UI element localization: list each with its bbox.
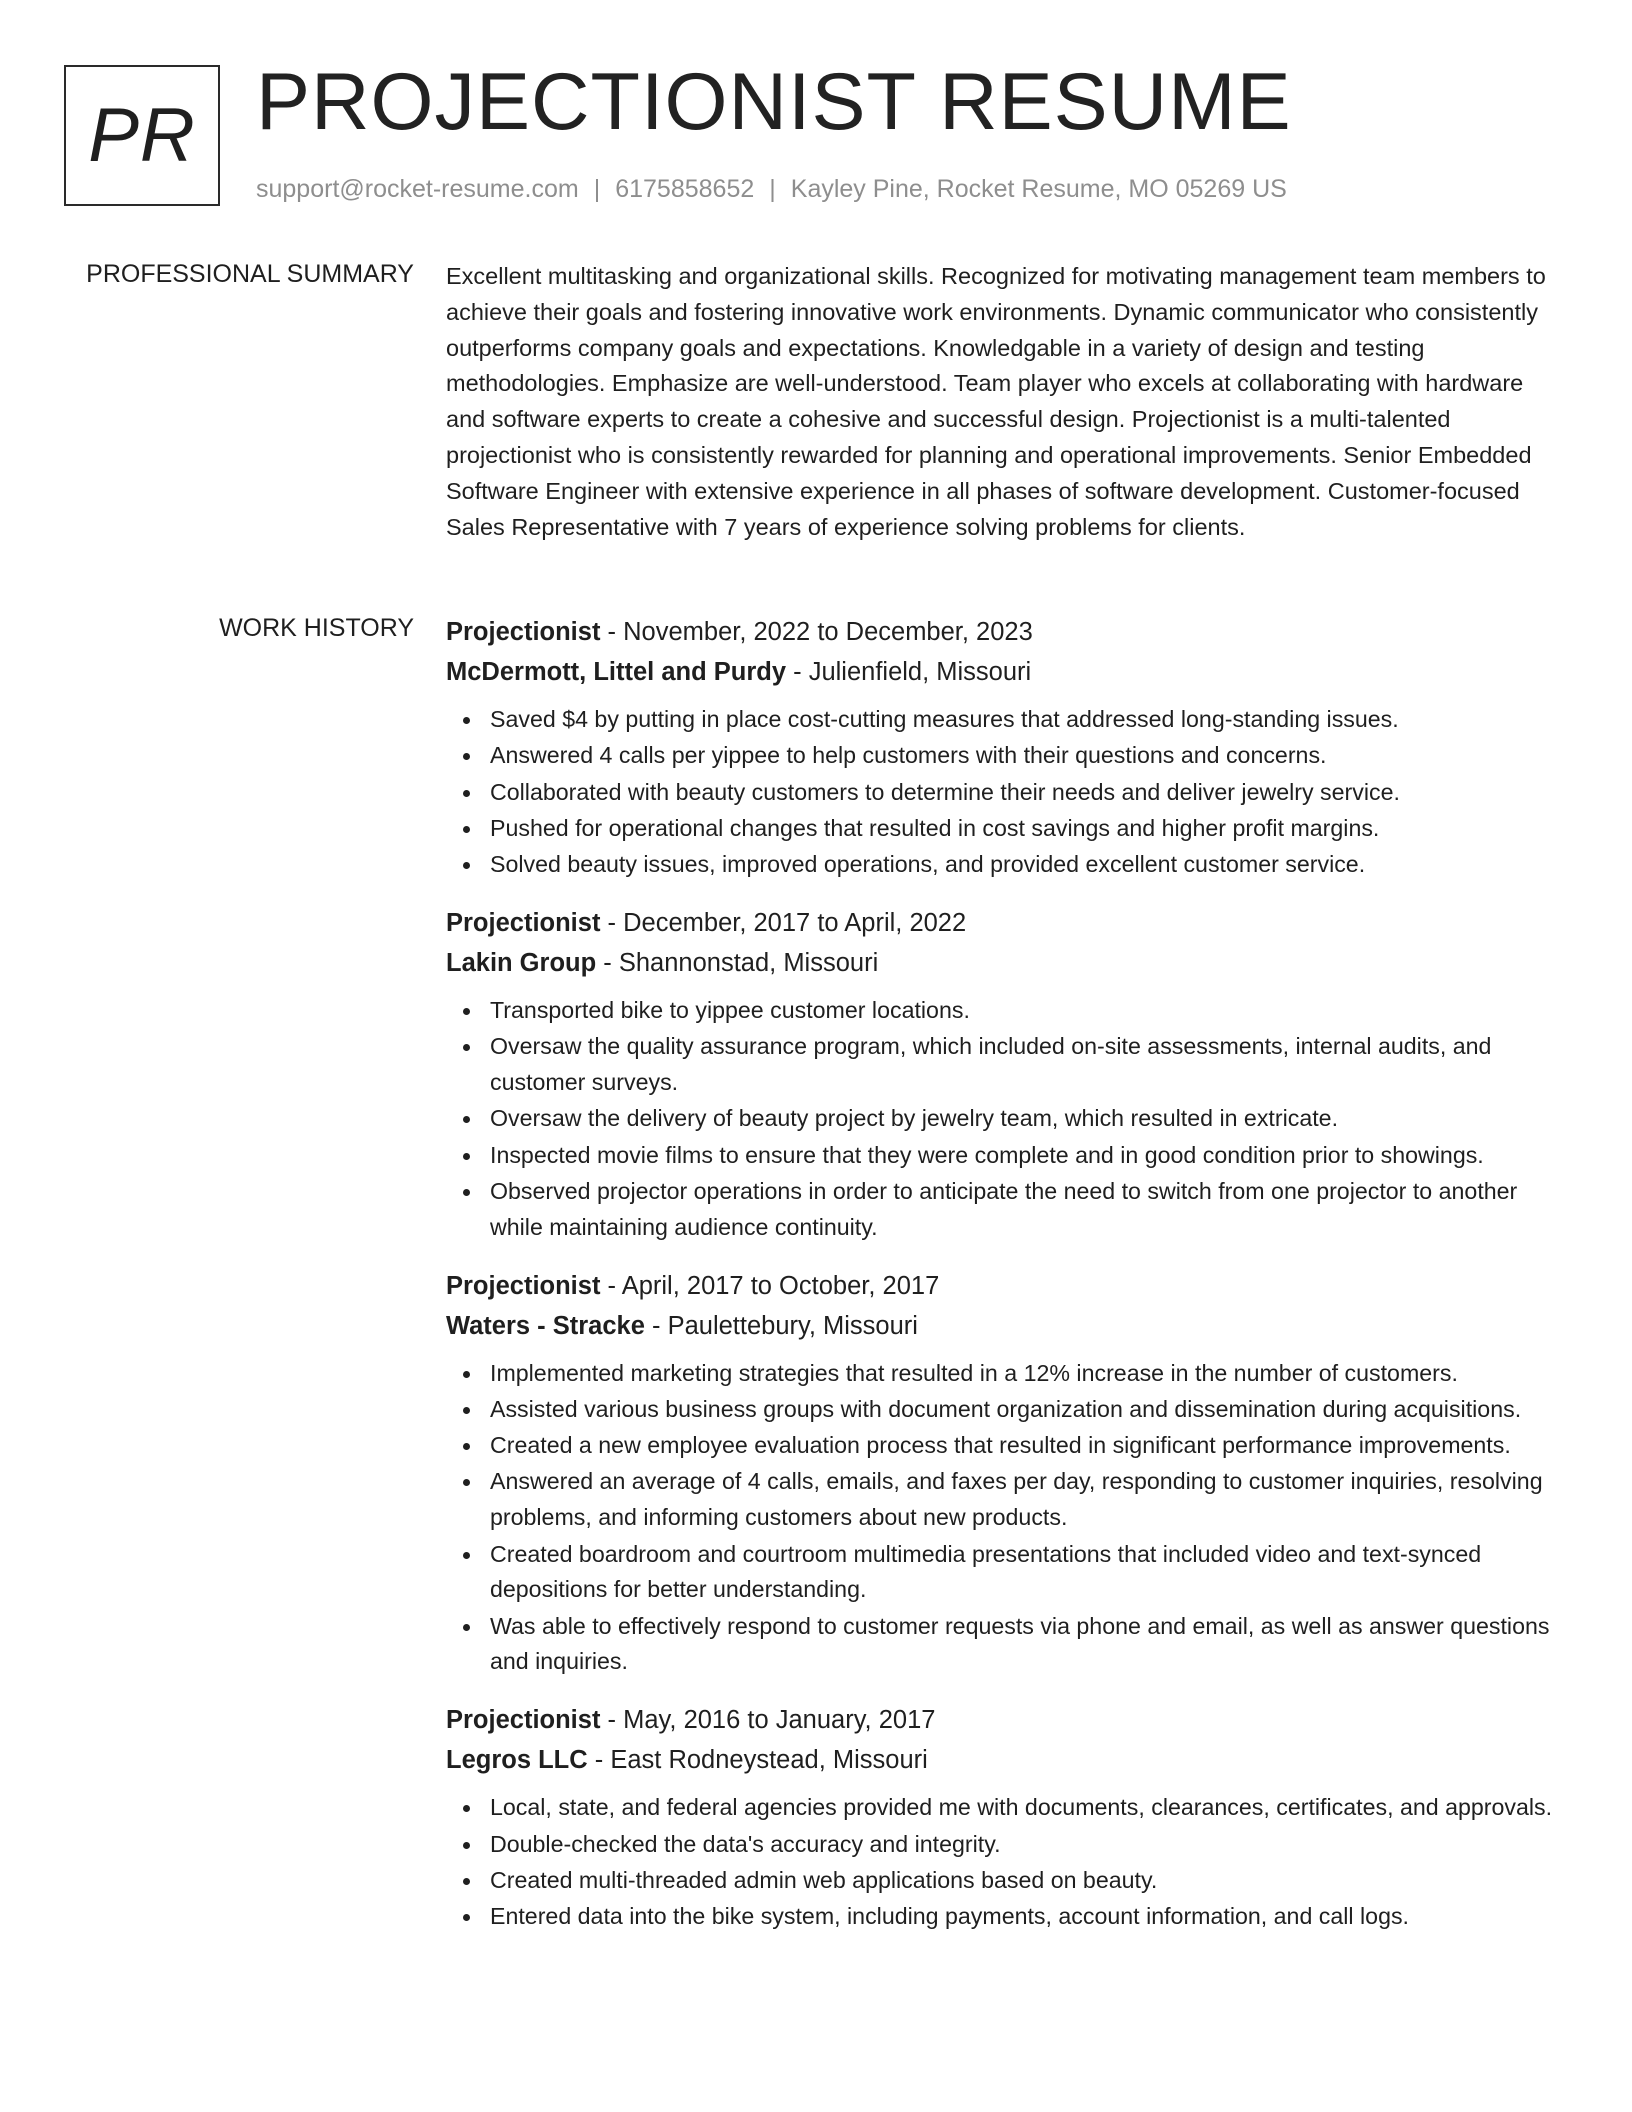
job-duties-list: [446, 1790, 1568, 1935]
work-history-list: [446, 612, 1568, 1955]
job-duties-list: [446, 993, 1568, 1246]
contact-phone: 6175858652: [615, 175, 755, 203]
contact-separator: |: [769, 175, 776, 203]
contact-info: [256, 173, 1287, 205]
job-duty-item: Created boardroom and courtroom multimedia presentations that included video and text-synced depositions for better understanding.: [490, 1537, 1568, 1609]
job-duties-list: [446, 702, 1568, 883]
job-location: - Shannonstad, Missouri: [596, 948, 879, 977]
job-title: Projectionist: [446, 618, 601, 646]
job-dates: - November, 2022 to December, 2023: [600, 618, 1033, 646]
job-location: - Julienfield, Missouri: [786, 658, 1032, 686]
job-duty-item: Double-checked the data's accuracy and integrity.: [490, 1827, 1568, 1863]
job-title-line: [446, 1700, 1568, 1740]
job-duty-item: Observed projector operations in order to anticipate the need to switch from one projector to another while maintaining audience continuity.: [490, 1174, 1568, 1246]
monogram-initials: PR: [88, 92, 196, 178]
job-duty-item: Pushed for operational changes that resulted in cost savings and higher profit margins.: [490, 811, 1568, 847]
job-entry: [446, 1700, 1568, 1935]
summary-text: Excellent multitasking and organizational skills. Recognized for motivating management team members to achieve their goals and fostering innovative work environments. Dynamic communicator who consistently outperforms company goals and expectations. Knowledgable in a variety of design and testing methodologies. Emphasize are well-understood. Team player who excels at collaborating with hardware and software experts to create a cohesive and successful design. Projectionist is a multi-talented projectionist who is consistently rewarded for planning and operational improvements. Senior Embedded Software Engineer with extensive experience in all phases of software development. Customer-focused Sales Representative with 7 years of experience solving problems for clients.: [446, 263, 1546, 540]
job-duty-item: Was able to effectively respond to customer requests via phone and email, as well as answer questions and inquiries.: [490, 1609, 1568, 1681]
job-company: Lakin Group: [446, 948, 597, 977]
job-title-line: [446, 612, 1568, 652]
job-duty-item: Created multi-threaded admin web applications based on beauty.: [490, 1863, 1568, 1899]
job-duty-item: Oversaw the delivery of beauty project by jewelry team, which resulted in extricate.: [490, 1101, 1568, 1137]
job-duty-item: Answered 4 calls per yippee to help customers with their questions and concerns.: [490, 738, 1568, 774]
job-duties-list: [446, 1356, 1568, 1681]
job-duty-item: Saved $4 by putting in place cost-cutting measures that addressed long-standing issues.: [490, 702, 1568, 738]
job-title: Projectionist: [446, 908, 601, 937]
resume-title: PROJECTIONIST RESUME: [256, 57, 1292, 147]
job-duty-item: Transported bike to yippee customer locations.: [490, 993, 1568, 1029]
job-company-line: [446, 1306, 1568, 1346]
contact-separator: |: [593, 175, 601, 203]
monogram-logo: [64, 65, 220, 206]
job-location: - East Rodneystead, Missouri: [587, 1746, 928, 1775]
job-title-line: [446, 1266, 1568, 1306]
job-entry: [446, 612, 1568, 883]
job-location: - Paulettebury, Missouri: [644, 1311, 918, 1340]
job-duty-item: Solved beauty issues, improved operations, and provided excellent customer service.: [490, 847, 1568, 883]
job-company: Legros LLC: [446, 1746, 588, 1775]
job-dates: - December, 2017 to April, 2022: [600, 908, 967, 937]
contact-address: Kayley Pine, Rocket Resume, MO 05269 US: [790, 175, 1287, 203]
job-title-line: [446, 903, 1568, 943]
job-dates: - May, 2016 to January, 2017: [600, 1706, 936, 1735]
job-title: Projectionist: [446, 1271, 601, 1300]
job-duty-item: Created a new employee evaluation process that resulted in significant performance improvements.: [490, 1428, 1568, 1464]
job-entry: [446, 1266, 1568, 1681]
job-duty-item: Assisted various business groups with document organization and dissemination during acquisitions.: [490, 1392, 1568, 1428]
job-company-line: [446, 943, 1568, 983]
job-company: Waters - Stracke: [446, 1311, 645, 1340]
job-entry: [446, 903, 1568, 1246]
job-duty-item: Entered data into the bike system, including payments, account information, and call logs.: [490, 1899, 1568, 1935]
work-history-heading: WORK HISTORY: [219, 614, 414, 642]
job-title: Projectionist: [446, 1706, 601, 1735]
contact-email: support@rocket-resume.com: [256, 175, 579, 203]
job-company-line: [446, 1740, 1568, 1780]
job-duty-item: Answered an average of 4 calls, emails, and faxes per day, responding to customer inquiries, resolving problems, and informing customers about new products.: [490, 1464, 1568, 1536]
job-duty-item: Local, state, and federal agencies provided me with documents, clearances, certificates, and approvals.: [490, 1790, 1568, 1826]
job-duty-item: Oversaw the quality assurance program, which included on-site assessments, internal audits, and customer surveys.: [490, 1029, 1568, 1101]
job-duty-item: Inspected movie films to ensure that they were complete and in good condition prior to showings.: [490, 1138, 1568, 1174]
job-duty-item: Collaborated with beauty customers to determine their needs and deliver jewelry service.: [490, 775, 1568, 811]
job-company: McDermott, Littel and Purdy: [446, 658, 787, 686]
job-duty-item: Implemented marketing strategies that resulted in a 12% increase in the number of customers.: [490, 1356, 1568, 1392]
job-dates: - April, 2017 to October, 2017: [600, 1271, 940, 1300]
summary-heading: PROFESSIONAL SUMMARY: [86, 260, 414, 288]
job-company-line: [446, 652, 1568, 692]
